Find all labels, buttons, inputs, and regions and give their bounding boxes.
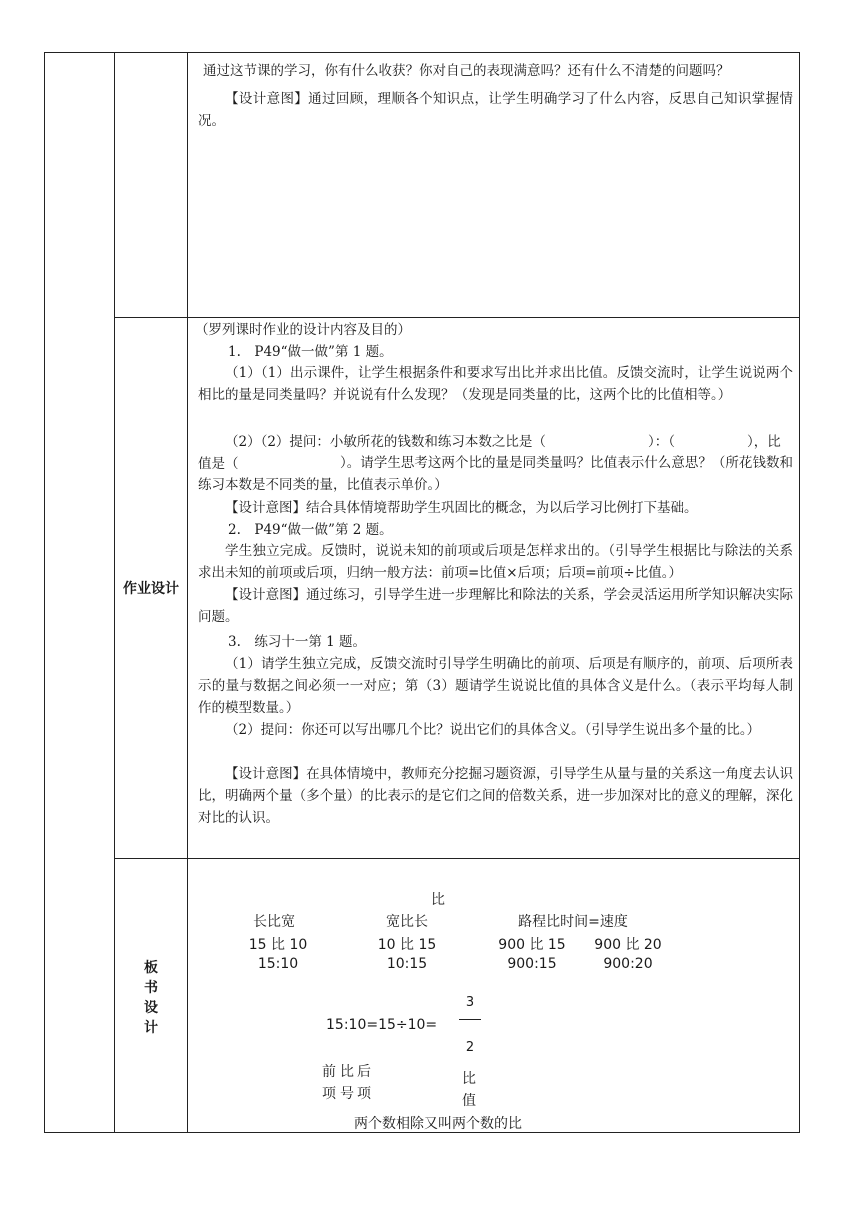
board-col3a-row1: 900 比 15 (498, 937, 566, 953)
item2-design-intent: 【设计意图】通过练习，引导学生进一步理解比和除法的关系，学会灵活运用所学知识解决实际问题。 (198, 587, 793, 625)
board-label-char-2: 书 (144, 980, 158, 996)
table-border-top (44, 52, 800, 53)
board-title: 比 (431, 892, 445, 908)
board-col2-row2: 10:15 (386, 956, 428, 972)
row-divider-1 (114, 317, 800, 318)
homework-intro: （罗列课时作业的设计内容及目的） (195, 322, 411, 338)
reflection-question: 通过这节课的学习，你有什么收获？你对自己的表现满意吗？还有什么不清楚的问题吗？ (203, 63, 730, 79)
board-equation: 15:10=15÷10= (326, 1017, 438, 1033)
board-col3-heading: 路程比时间=速度 (518, 914, 628, 930)
board-col1-heading: 长比宽 (253, 914, 295, 930)
ratio-value-label-2: 值 (462, 1093, 476, 1109)
item2-paragraph: 学生独立完成。反馈时，说说未知的前项或后项是怎样求出的。（引导学生根据比与除法的关系求出未知的前项或后项，归纳一般方法：前项=比值×后项；后项=前项÷比值。） (198, 543, 793, 581)
item1-p2-c: ），比 (747, 434, 781, 450)
item1-p2-b: ）：（ (648, 434, 675, 450)
table-col-divider-1 (114, 52, 115, 1133)
item1-paragraph-1: （1）（1）出示课件，让学生根据条件和要求写出比并求出比值。反馈交流时，让学生说说两个相比的量是同类量吗？并说说有什么发现？（发现是同类量的比，这两个比的比值相等。） (198, 365, 793, 403)
ratio-value-label-1: 比 (462, 1071, 476, 1087)
board-col3b-row1: 900 比 20 (594, 937, 662, 953)
item1-p2-d: 值是（ (198, 456, 239, 472)
board-col3a-row2: 900:15 (507, 956, 557, 972)
item3-design-intent: 【设计意图】在具体情境中，教师充分挖掘习题资源，引导学生从量与量的关系这一角度去认识比，明确两个量（多个量）的比表示的是它们之间的倍数关系，进一步加深对比的意义的理解，深化对比的认识。 (198, 766, 793, 826)
table-border-right (799, 52, 800, 1133)
term-front: 前 (322, 1064, 336, 1080)
term-sign: 号 (340, 1086, 354, 1102)
item1-design-intent: 【设计意图】结合具体情境帮助学生巩固比的概念，为以后学习比例打下基础。 (225, 500, 698, 516)
board-col3b-row2: 900:20 (603, 956, 653, 972)
item1-title: 1. P49“做一做”第 1 题。 (228, 344, 393, 360)
item1-paragraph-2-rest: ）。请学生思考这两个比的量是同类量吗？比值表示什么意思？（所花钱数和练习本数是不同类的量，比值表示单价。） (198, 455, 793, 493)
board-label-char-4: 计 (144, 1020, 158, 1036)
board-label-char-1: 板 (144, 960, 158, 976)
board-col2-heading: 宽比长 (386, 914, 428, 930)
table-col-divider-2 (187, 52, 188, 1133)
fraction-numerator: 3 (465, 995, 475, 1010)
board-col2-row1: 10 比 15 (377, 937, 437, 953)
fraction-denominator: 2 (465, 1040, 475, 1055)
item3-title: 3. 练习十一第 1 题。 (228, 634, 367, 650)
item3-paragraph-1: （1）请学生独立完成，反馈交流时引导学生明确比的前项、后项是有顺序的，前项、后项所表示的量与数据之间必须一一对应；第（3）题请学生说说比值的具体含义是什么。（表示平均每人制作的模型数量。） (198, 656, 793, 716)
term-item-back: 项 (357, 1086, 371, 1102)
reflection-design-intent: 【设计意图】通过回顾，理顺各个知识点，让学生明确学习了什么内容，反思自己知识掌握情况。 (198, 91, 793, 129)
item1-p2-a: （2）（2）提问：小敏所花的钱数和练习本数之比是（ (225, 434, 546, 450)
item3-paragraph-2: （2）提问：你还可以写出哪几个比？说出它们的具体含义。（引导学生说出多个量的比。） (225, 722, 761, 738)
board-summary: 两个数相除又叫两个数的比 (354, 1116, 522, 1132)
term-item-front: 项 (322, 1086, 336, 1102)
homework-design-label: 作业设计 (123, 581, 179, 597)
fraction-bar (459, 1019, 481, 1020)
board-label-char-3: 设 (144, 1000, 158, 1016)
row-divider-2 (114, 858, 800, 859)
board-col1-row2: 15:10 (257, 956, 299, 972)
table-border-left (44, 52, 45, 1133)
term-back: 后 (357, 1064, 371, 1080)
item2-title: 2. P49“做一做”第 2 题。 (228, 522, 393, 538)
term-ratio: 比 (340, 1064, 354, 1080)
board-col1-row1: 15 比 10 (248, 937, 308, 953)
